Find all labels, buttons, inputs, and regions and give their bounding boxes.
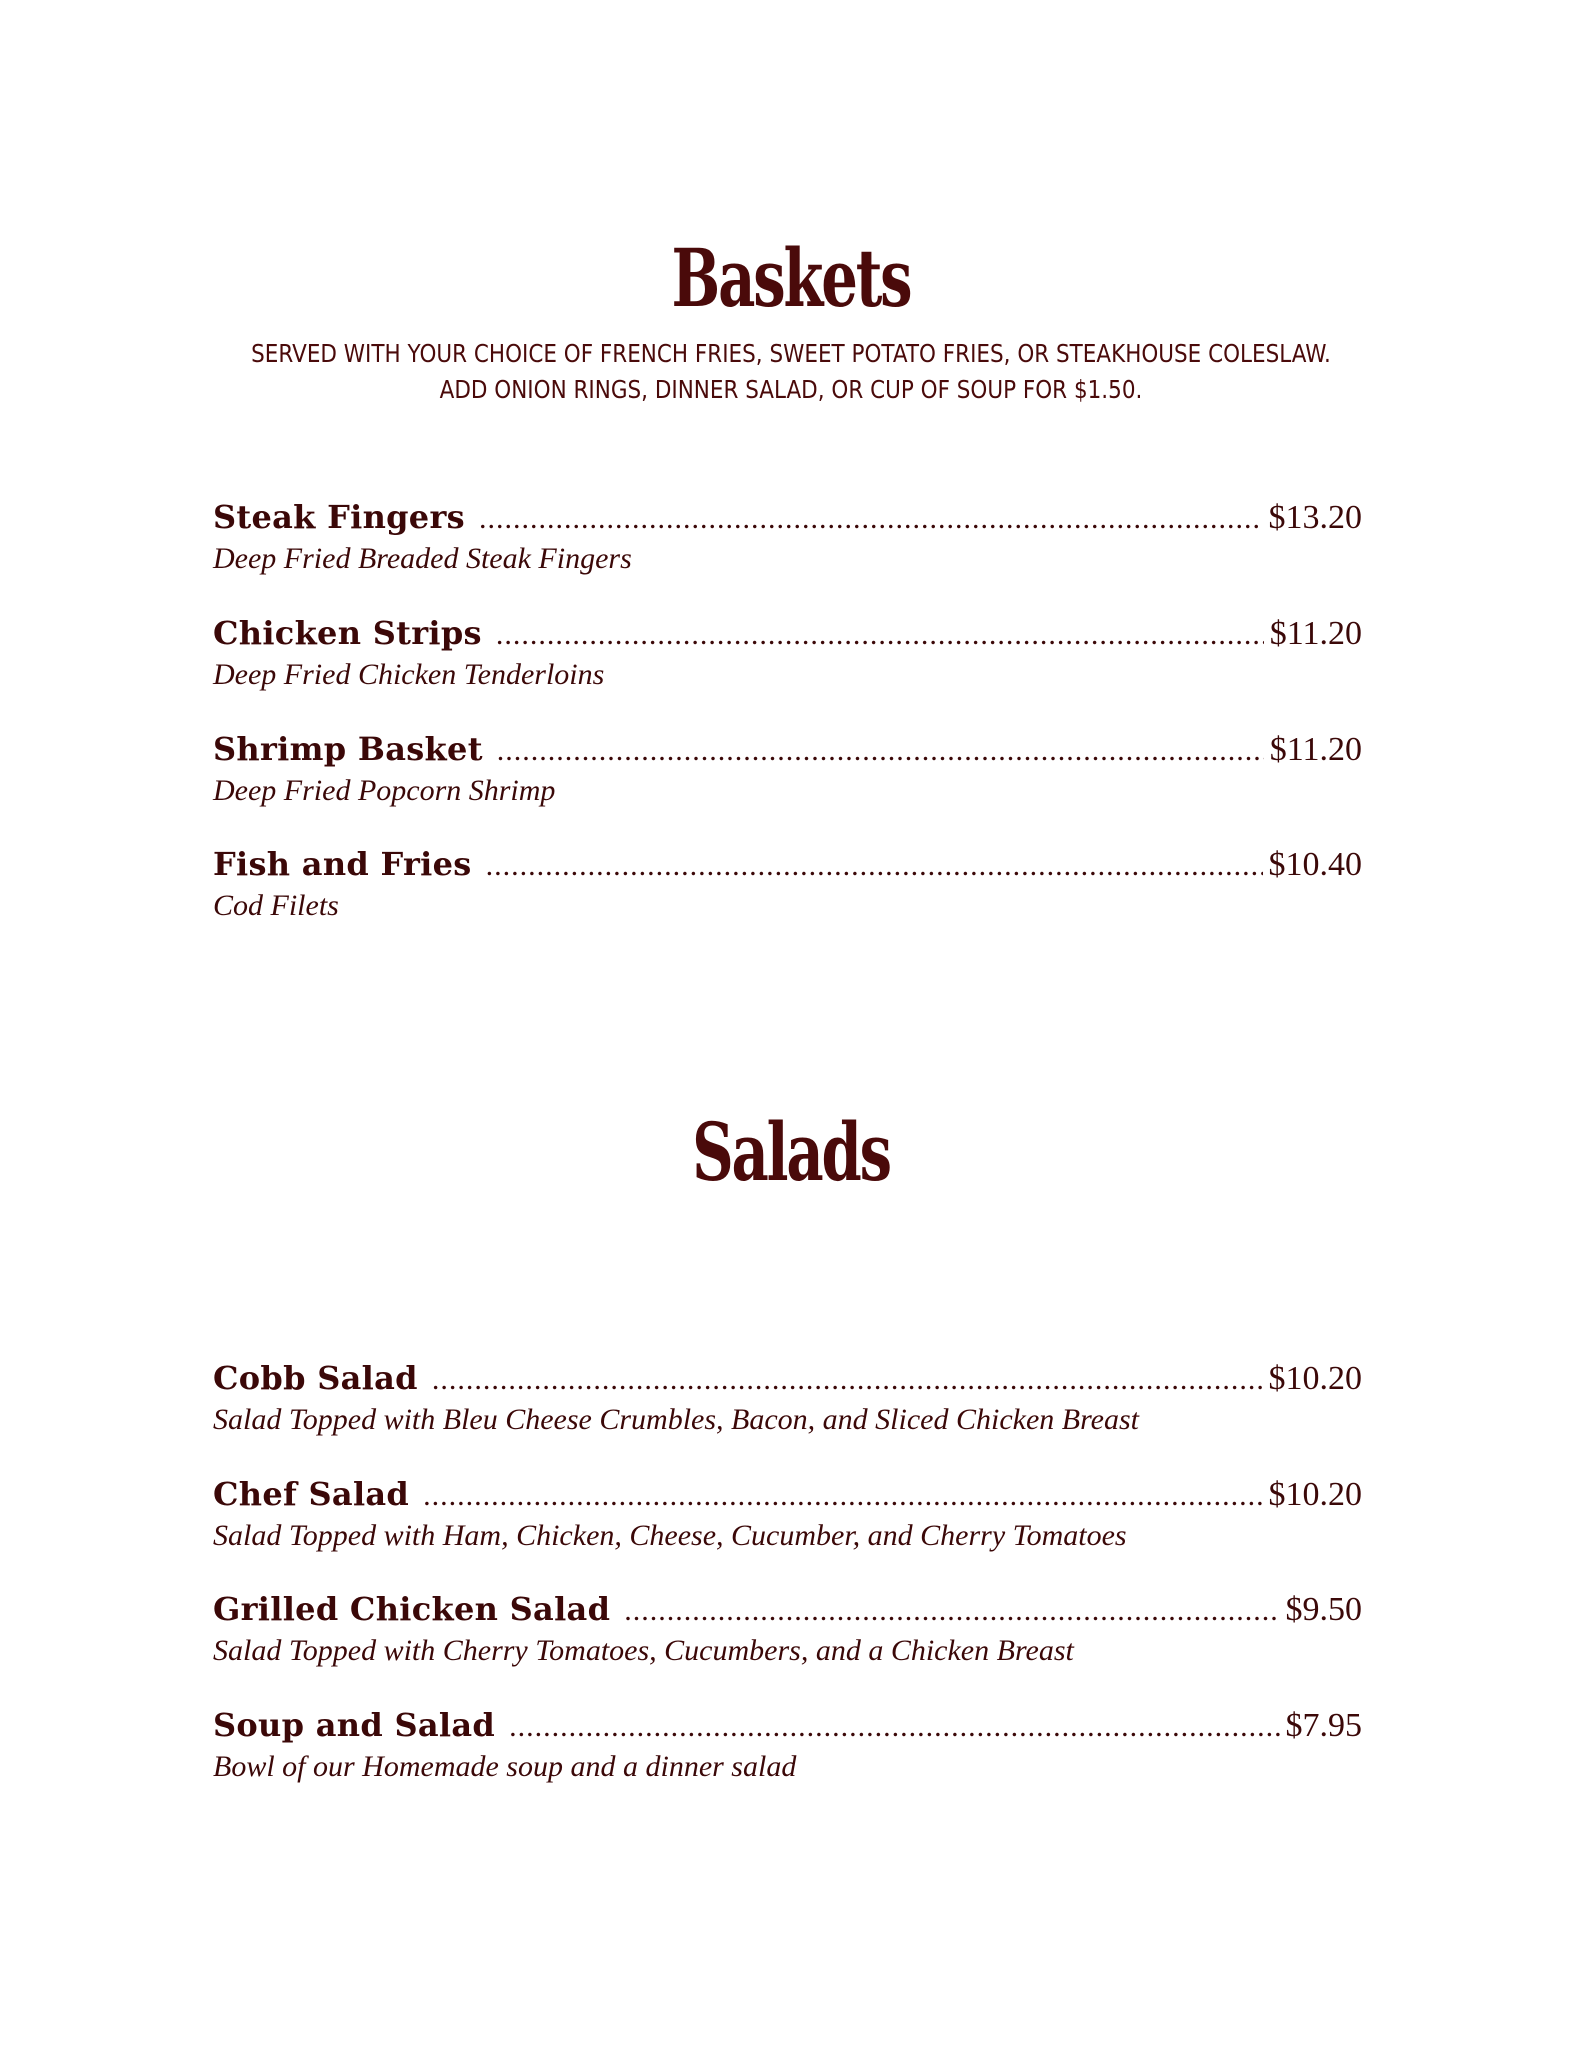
baskets-subtitle-line1: SERVED WITH YOUR CHOICE OF FRENCH FRIES, SWEET POTATO FRIES, OR STEAKHOUSE COLESLAW. xyxy=(251,339,1331,368)
dot-leader xyxy=(497,734,1264,768)
item-name: Steak Fingers xyxy=(213,498,465,536)
item-price: $10.40 xyxy=(1268,846,1362,883)
item-price: $13.20 xyxy=(1268,499,1362,536)
dot-leader xyxy=(496,618,1264,652)
item-price: $10.20 xyxy=(1268,1476,1362,1513)
item-name: Grilled Chicken Salad xyxy=(213,1590,611,1628)
menu-item xyxy=(213,1359,1362,1437)
item-description: Salad Topped with Ham, Chicken, Cheese, Cucumber, and Cherry Tomatoes xyxy=(213,1519,1127,1552)
dot-leader xyxy=(509,1710,1279,1744)
menu-item xyxy=(213,730,1362,808)
baskets-title: Baskets xyxy=(671,231,911,325)
item-price: $7.95 xyxy=(1285,1707,1362,1744)
item-price: $9.50 xyxy=(1285,1591,1362,1628)
item-description: Salad Topped with Bleu Cheese Crumbles, Bacon, and Sliced Chicken Breast xyxy=(213,1403,1139,1436)
baskets-subtitle-line2: ADD ONION RINGS, DINNER SALAD, OR CUP OF SOUP FOR $1.50. xyxy=(439,375,1143,404)
dot-leader xyxy=(432,1363,1263,1397)
item-name: Shrimp Basket xyxy=(213,730,483,768)
salads-title: Salads xyxy=(692,1105,890,1199)
menu-item xyxy=(213,1475,1362,1553)
item-price: $11.20 xyxy=(1269,731,1362,768)
item-name: Soup and Salad xyxy=(213,1706,496,1744)
item-description: Salad Topped with Cherry Tomatoes, Cucumbers, and a Chicken Breast xyxy=(213,1634,1074,1667)
dot-leader xyxy=(624,1594,1279,1628)
item-description: Deep Fried Popcorn Shrimp xyxy=(213,774,556,807)
dot-leader xyxy=(479,502,1263,536)
item-name: Chef Salad xyxy=(213,1475,410,1513)
item-name: Chicken Strips xyxy=(213,614,482,652)
item-name: Cobb Salad xyxy=(213,1359,418,1397)
dot-leader xyxy=(486,849,1263,883)
item-description: Deep Fried Chicken Tenderloins xyxy=(213,658,605,691)
dot-leader xyxy=(423,1479,1262,1513)
menu-item xyxy=(213,1706,1362,1784)
menu-item xyxy=(213,498,1362,576)
item-description: Deep Fried Breaded Steak Fingers xyxy=(213,542,632,575)
item-price: $11.20 xyxy=(1269,615,1362,652)
item-description: Cod Filets xyxy=(213,889,339,922)
menu-item xyxy=(213,1590,1362,1668)
item-description: Bowl of our Homemade soup and a dinner salad xyxy=(213,1750,797,1783)
item-name: Fish and Fries xyxy=(213,845,472,883)
item-price: $10.20 xyxy=(1268,1360,1362,1397)
menu-item xyxy=(213,614,1362,692)
menu-item xyxy=(213,845,1362,923)
